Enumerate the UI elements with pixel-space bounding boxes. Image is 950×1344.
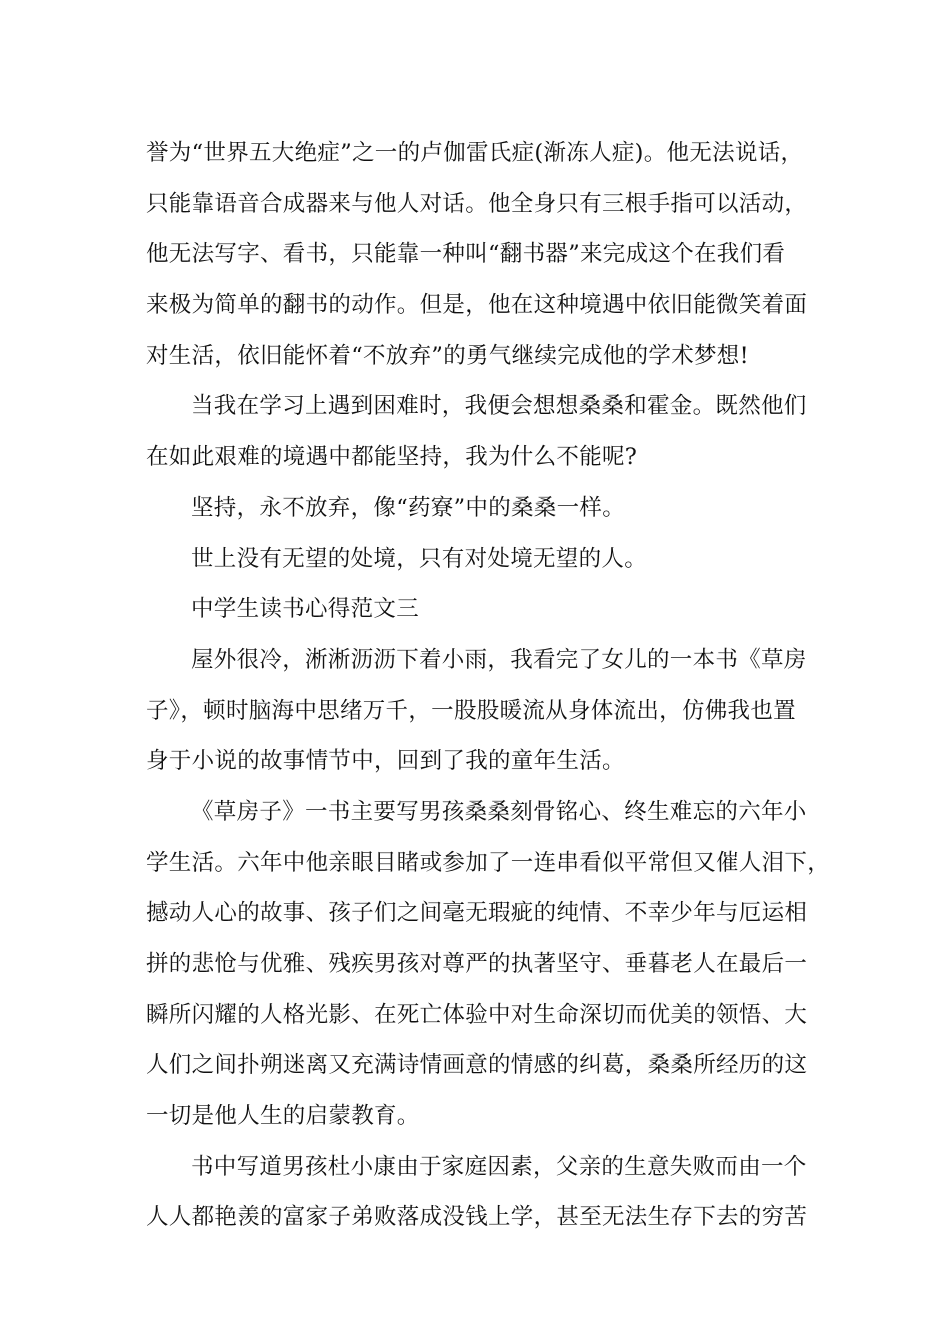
paragraph-start-line: 屋外很冷，淅淅沥沥下着小雨，我看完了女儿的一本书《草房 — [191, 646, 807, 673]
text-line: 在如此艰难的境遇中都能坚持，我为什么不能呢? — [146, 444, 638, 471]
paragraph-start-line: 世上没有无望的处境，只有对处境无望的人。 — [191, 545, 648, 572]
text-line: 他无法写字、看书，只能靠一种叫“翻书器”来完成这个在我们看 — [146, 241, 786, 268]
paragraph-start-line: 坚持，永不放弃，像“药寮”中的桑桑一样。 — [191, 494, 626, 521]
text-line: 一切是他人生的启蒙教育。 — [146, 1103, 420, 1130]
paragraph-start-line: 书中写道男孩杜小康由于家庭因素，父亲的生意失败而由一个 — [191, 1153, 807, 1180]
section-heading: 中学生读书心得范文三 — [191, 596, 420, 623]
text-line: 身于小说的故事情节中，回到了我的童年生活。 — [146, 748, 625, 775]
text-line: 人人都艳羡的富家子弟败落成没钱上学，甚至无法生存下去的穷苦 — [146, 1204, 808, 1231]
text-line: 人们之间扑朔迷离又充满诗情画意的情感的纠葛，桑桑所经历的这 — [146, 1052, 808, 1079]
text-line: 撼动人心的故事、孩子们之间毫无瑕疵的纯情、不幸少年与厄运相 — [146, 900, 808, 927]
text-line: 瞬所闪耀的人格光影、在死亡体验中对生命深切而优美的领悟、大 — [146, 1001, 808, 1028]
text-line: 学生活。六年中他亲眼目睹或参加了一连串看似平常但又催人泪下， — [146, 849, 831, 876]
text-line: 只能靠语音合成器来与他人对话。他全身只有三根手指可以活动， — [146, 190, 808, 217]
body-text — [146, 128, 831, 1243]
text-line: 子》，顿时脑海中思绪万千，一股股暖流从身体流出，仿佛我也置 — [146, 697, 796, 724]
text-line: 对生活，依旧能怀着“不放弃”的勇气继续完成他的学术梦想! — [146, 342, 749, 369]
paragraph-start-line: 《草房子》一书主要写男孩桑桑刻骨铭心、终生难忘的六年小 — [191, 798, 807, 825]
text-line: 誉为“世界五大绝症”之一的卢伽雷氏症(渐冻人症)。他无法说话， — [146, 140, 804, 166]
paragraph-start-line: 当我在学习上遇到困难时，我便会想想桑桑和霍金。既然他们 — [191, 393, 807, 420]
text-line: 拼的悲怆与优雅、残疾男孩对尊严的执著坚守、垂暮老人在最后一 — [146, 951, 808, 977]
text-line: 来极为简单的翻书的动作。但是，他在这种境遇中依旧能微笑着面 — [146, 292, 808, 319]
